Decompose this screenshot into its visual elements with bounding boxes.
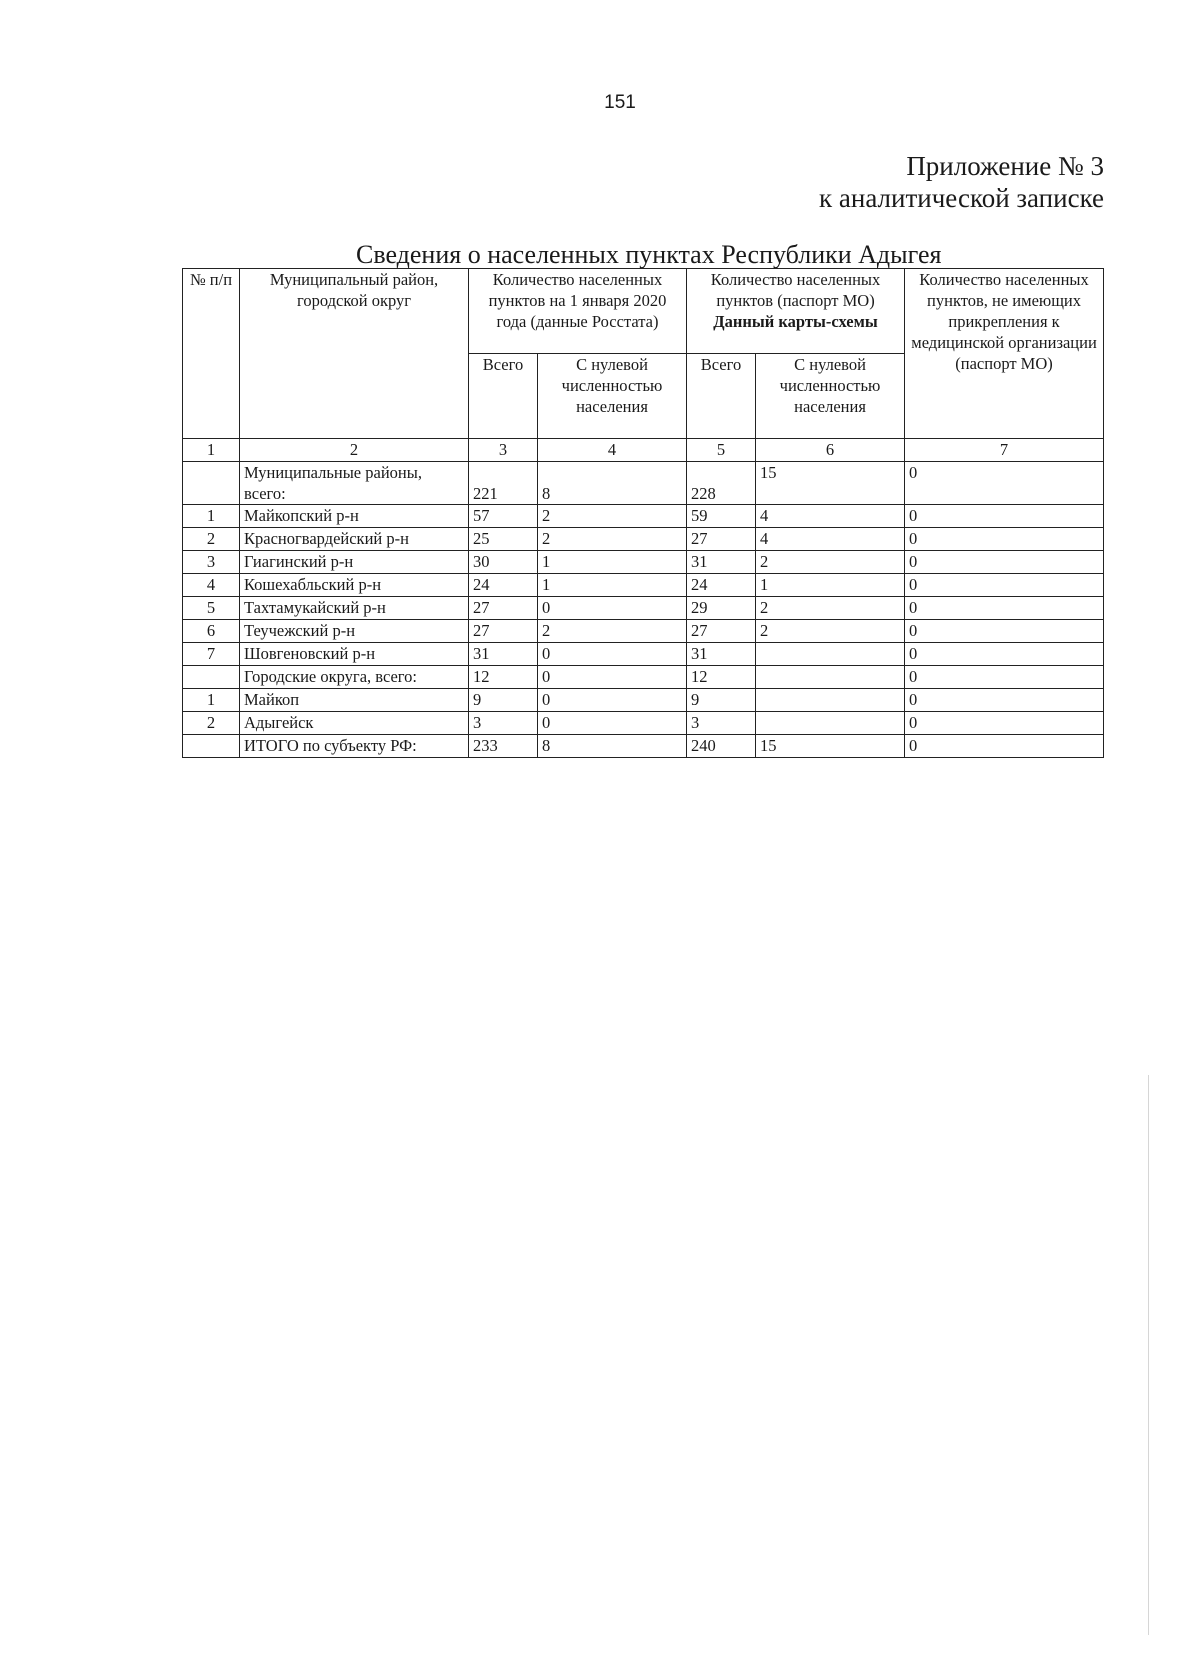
row-number-cell: 2 [183, 712, 240, 735]
appendix-line-1: Приложение № 3 [906, 151, 1104, 181]
column-number: 5 [687, 439, 756, 462]
total-rosstat-cell: 12 [469, 666, 538, 689]
table-row [183, 712, 1104, 735]
scan-edge-line [1148, 1075, 1149, 1635]
table-summary-row [183, 462, 1104, 505]
document-title: Сведения о населенных пунктах Республики Адыгея [356, 240, 942, 269]
district-name-cell: Кошехабльский р-н [240, 574, 469, 597]
header-no-attachment: Количество населенных пунктов, не имеющих прикрепления к медицинской организации (паспорт МО) [905, 269, 1104, 439]
no-attachment-cell: 0 [905, 597, 1104, 620]
row-number-cell: 3 [183, 551, 240, 574]
zero-rosstat-cell: 2 [538, 528, 687, 551]
zero-rosstat-cell: 0 [538, 666, 687, 689]
table-summary-row [183, 735, 1104, 758]
district-name-cell: ИТОГО по субъекту РФ: [240, 735, 469, 758]
total-passport-cell: 24 [687, 574, 756, 597]
column-number: 3 [469, 439, 538, 462]
total-rosstat-cell: 27 [469, 620, 538, 643]
total-passport-cell: 31 [687, 643, 756, 666]
column-numbers-row [183, 439, 1104, 462]
total-passport-cell: 240 [687, 735, 756, 758]
zero-passport-cell: 15 [756, 462, 905, 505]
no-attachment-cell: 0 [905, 574, 1104, 597]
district-name-cell: Майкоп [240, 689, 469, 712]
table-row [183, 689, 1104, 712]
district-name-cell: Теучежский р-н [240, 620, 469, 643]
zero-passport-cell: 2 [756, 551, 905, 574]
total-passport-cell: 29 [687, 597, 756, 620]
zero-passport-cell: 2 [756, 597, 905, 620]
row-number-cell: 5 [183, 597, 240, 620]
header-num: № п/п [183, 269, 240, 439]
table-row [183, 597, 1104, 620]
zero-rosstat-cell: 1 [538, 551, 687, 574]
zero-passport-cell: 15 [756, 735, 905, 758]
total-passport-cell: 12 [687, 666, 756, 689]
zero-passport-cell: 4 [756, 505, 905, 528]
total-rosstat-cell: 30 [469, 551, 538, 574]
row-number-cell: 1 [183, 505, 240, 528]
no-attachment-cell: 0 [905, 666, 1104, 689]
total-passport-cell: 228 [687, 462, 756, 505]
header-total-passport: Всего [687, 354, 756, 439]
no-attachment-cell: 0 [905, 620, 1104, 643]
table-summary-row [183, 666, 1104, 689]
total-rosstat-cell: 25 [469, 528, 538, 551]
district-name-cell: Красногвардейский р-н [240, 528, 469, 551]
total-rosstat-cell: 221 [469, 462, 538, 505]
column-number: 7 [905, 439, 1104, 462]
district-name-cell: Тахтамукайский р-н [240, 597, 469, 620]
zero-passport-cell: 2 [756, 620, 905, 643]
district-name-cell: Городские округа, всего: [240, 666, 469, 689]
header-passport-group [687, 269, 905, 354]
row-number-cell [183, 462, 240, 505]
total-passport-cell: 3 [687, 712, 756, 735]
zero-rosstat-cell: 1 [538, 574, 687, 597]
no-attachment-cell: 0 [905, 528, 1104, 551]
header-zero-passport: С нулевой численностью населения [756, 354, 905, 439]
column-number: 1 [183, 439, 240, 462]
district-name-cell: Муниципальные районы, всего: [240, 462, 469, 505]
total-passport-cell: 27 [687, 528, 756, 551]
column-number: 4 [538, 439, 687, 462]
table-row [183, 528, 1104, 551]
zero-rosstat-cell: 0 [538, 712, 687, 735]
zero-rosstat-cell: 8 [538, 462, 687, 505]
zero-rosstat-cell: 0 [538, 597, 687, 620]
no-attachment-cell: 0 [905, 735, 1104, 758]
total-rosstat-cell: 31 [469, 643, 538, 666]
district-name-cell: Майкопский р-н [240, 505, 469, 528]
header-map-scheme: Данный карты-схемы [713, 312, 878, 331]
zero-passport-cell [756, 643, 905, 666]
no-attachment-cell: 0 [905, 551, 1104, 574]
total-rosstat-cell: 9 [469, 689, 538, 712]
table-row [183, 620, 1104, 643]
header-zero-rosstat: С нулевой численностью населения [538, 354, 687, 439]
column-number: 2 [240, 439, 469, 462]
table-row [183, 574, 1104, 597]
total-rosstat-cell: 57 [469, 505, 538, 528]
row-number-cell: 6 [183, 620, 240, 643]
zero-rosstat-cell: 0 [538, 643, 687, 666]
page-number: 151 [604, 92, 636, 113]
table-body [183, 462, 1104, 758]
table-row [183, 643, 1104, 666]
district-name-cell: Адыгейск [240, 712, 469, 735]
district-name-cell: Гиагинский р-н [240, 551, 469, 574]
row-number-cell: 1 [183, 689, 240, 712]
total-rosstat-cell: 27 [469, 597, 538, 620]
zero-passport-cell: 4 [756, 528, 905, 551]
header-total-rosstat: Всего [469, 354, 538, 439]
row-number-cell: 4 [183, 574, 240, 597]
total-rosstat-cell: 24 [469, 574, 538, 597]
row-number-cell [183, 666, 240, 689]
no-attachment-cell: 0 [905, 689, 1104, 712]
district-name-cell: Шовгеновский р-н [240, 643, 469, 666]
total-passport-cell: 59 [687, 505, 756, 528]
header-passport-text: Количество населенных пунктов (паспорт МО) [710, 270, 881, 310]
zero-rosstat-cell: 8 [538, 735, 687, 758]
zero-passport-cell [756, 666, 905, 689]
column-number: 6 [756, 439, 905, 462]
zero-rosstat-cell: 0 [538, 689, 687, 712]
appendix-line-2: к аналитической записке [819, 183, 1104, 213]
zero-passport-cell [756, 712, 905, 735]
total-passport-cell: 9 [687, 689, 756, 712]
total-passport-cell: 27 [687, 620, 756, 643]
no-attachment-cell: 0 [905, 462, 1104, 505]
no-attachment-cell: 0 [905, 505, 1104, 528]
row-number-cell: 2 [183, 528, 240, 551]
no-attachment-cell: 0 [905, 712, 1104, 735]
total-rosstat-cell: 233 [469, 735, 538, 758]
zero-rosstat-cell: 2 [538, 620, 687, 643]
zero-passport-cell [756, 689, 905, 712]
header-district: Муниципальный район, городской округ [240, 269, 469, 439]
appendix-note [819, 150, 1104, 214]
settlements-table [182, 268, 1104, 758]
table-row [183, 551, 1104, 574]
header-rosstat-group: Количество населенных пунктов на 1 января 2020 года (данные Росстата) [469, 269, 687, 354]
row-number-cell [183, 735, 240, 758]
total-rosstat-cell: 3 [469, 712, 538, 735]
total-passport-cell: 31 [687, 551, 756, 574]
zero-rosstat-cell: 2 [538, 505, 687, 528]
zero-passport-cell: 1 [756, 574, 905, 597]
no-attachment-cell: 0 [905, 643, 1104, 666]
row-number-cell: 7 [183, 643, 240, 666]
table-row [183, 505, 1104, 528]
table-header-row-1 [183, 269, 1104, 354]
